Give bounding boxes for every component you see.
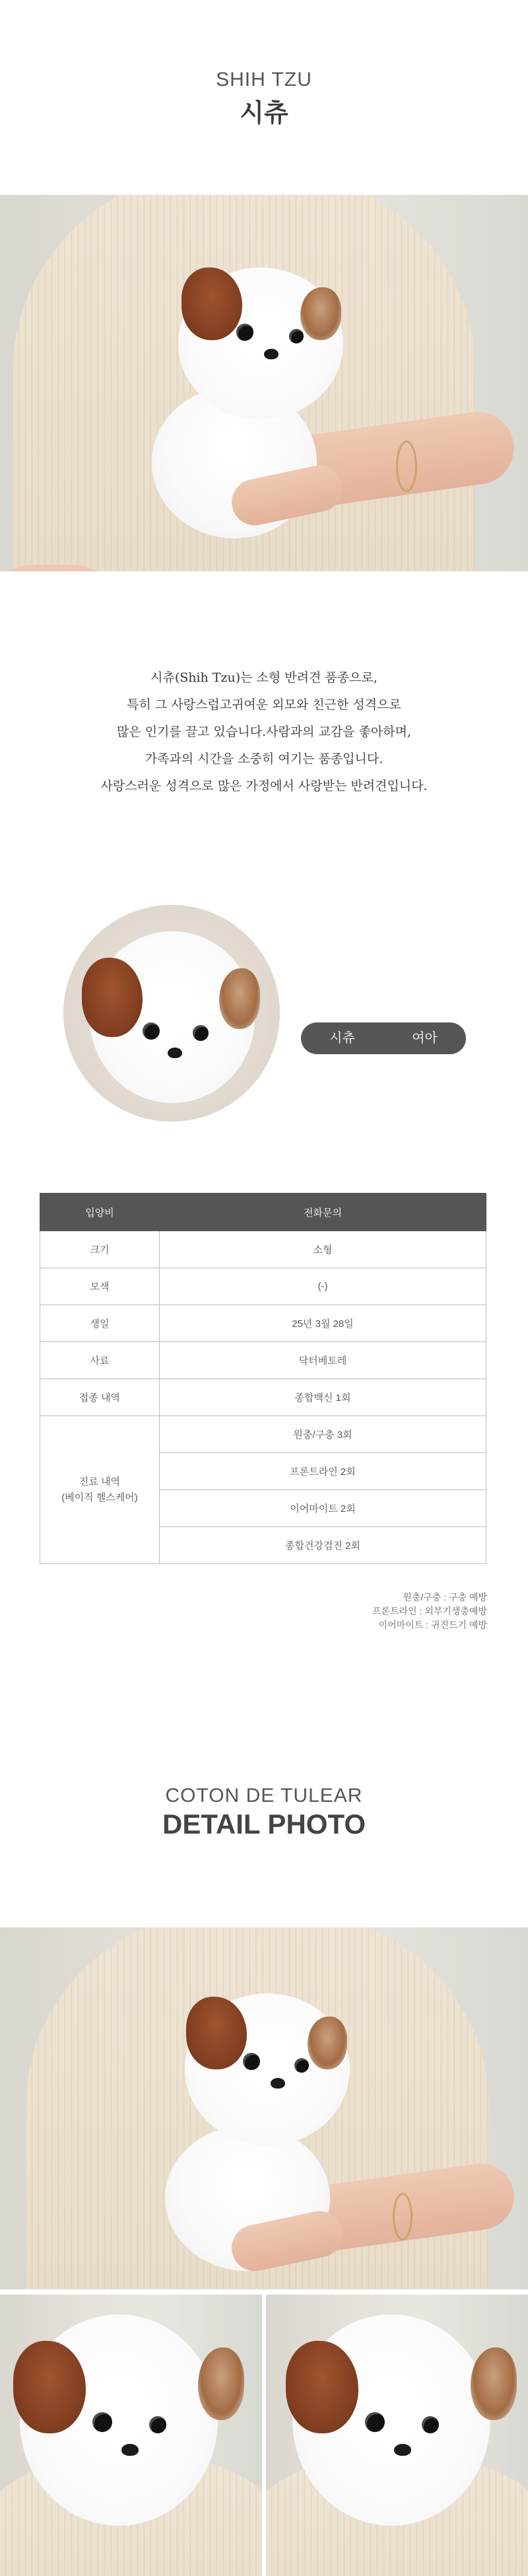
row-label: 크기 [40, 1231, 160, 1268]
breed-description [0, 664, 528, 800]
treatment-label: 진료 내역 [79, 1476, 121, 1487]
table-row [40, 1379, 486, 1416]
treatment-value: 종합건강검진 2회 [160, 1527, 486, 1564]
treatment-value: 원충/구충 3회 [160, 1416, 486, 1453]
note-line: 이어마이트 : 귀진드기 예방 [378, 1620, 487, 1630]
note-line: 원충/구충 : 구충 예방 [403, 1592, 487, 1602]
adoption-fee-value: 전화문의 [160, 1194, 486, 1231]
hero-puppy-photo [0, 195, 528, 571]
row-label: 모색 [40, 1268, 160, 1305]
row-value: 종합백신 1회 [160, 1379, 486, 1416]
treatment-value: 이어마이트 2회 [160, 1490, 486, 1527]
breed-label: 시츄 [329, 1031, 355, 1046]
table-row [40, 1268, 486, 1305]
adoption-fee-label: 입양비 [40, 1194, 160, 1231]
table-row [40, 1342, 486, 1379]
breed-english-title: SHIH TZU [216, 69, 312, 90]
row-value: 25년 3월 28일 [160, 1305, 486, 1342]
breed-korean-title: 시츄 [240, 100, 288, 127]
treatment-sub-label: (베이직 헬스케어) [61, 1491, 138, 1503]
table-row [40, 1305, 486, 1342]
description-line: 특히 그 사랑스럽고귀여운 외모와 친근한 성격으로 [127, 698, 401, 712]
row-value: (-) [160, 1268, 486, 1305]
row-label: 생일 [40, 1305, 160, 1342]
detail-photo-left [0, 2295, 262, 2576]
description-line: 가족과의 시간을 소중히 여기는 품종입니다. [145, 752, 383, 766]
description-line: 사랑스러운 성격으로 많은 가정에서 사랑받는 반려견입니다. [100, 779, 428, 793]
treatment-value: 프론트라인 2회 [160, 1453, 486, 1490]
puppy-info-table [40, 1193, 486, 1564]
detail-photo-right [266, 2295, 528, 2576]
detail-photo-title: DETAIL PHOTO [162, 1808, 366, 1840]
description-line: 많은 인기를 끌고 있습니다.사람과의 교감을 좋아하며, [116, 725, 412, 739]
row-label: 접종 내역 [40, 1379, 160, 1416]
table-row [40, 1416, 486, 1453]
detail-photo-large [0, 1927, 528, 2289]
row-value: 소형 [160, 1231, 486, 1268]
detail-english-title: COTON DE TULEAR [165, 1785, 363, 1807]
note-line: 프론트라인 : 외부기생충예방 [372, 1606, 487, 1616]
table-row [40, 1231, 486, 1268]
treatment-notes [372, 1591, 487, 1632]
puppy-profile-photo [63, 905, 280, 1122]
sex-label: 여아 [412, 1031, 438, 1046]
table-header-row [40, 1194, 486, 1231]
row-label: 사료 [40, 1342, 160, 1379]
breed-sex-badge [301, 1022, 466, 1054]
row-value: 닥터베토레 [160, 1342, 486, 1379]
treatment-label-cell [40, 1416, 160, 1564]
description-line: 시츄(Shih Tzu)는 소형 반려견 품종으로, [150, 670, 378, 685]
